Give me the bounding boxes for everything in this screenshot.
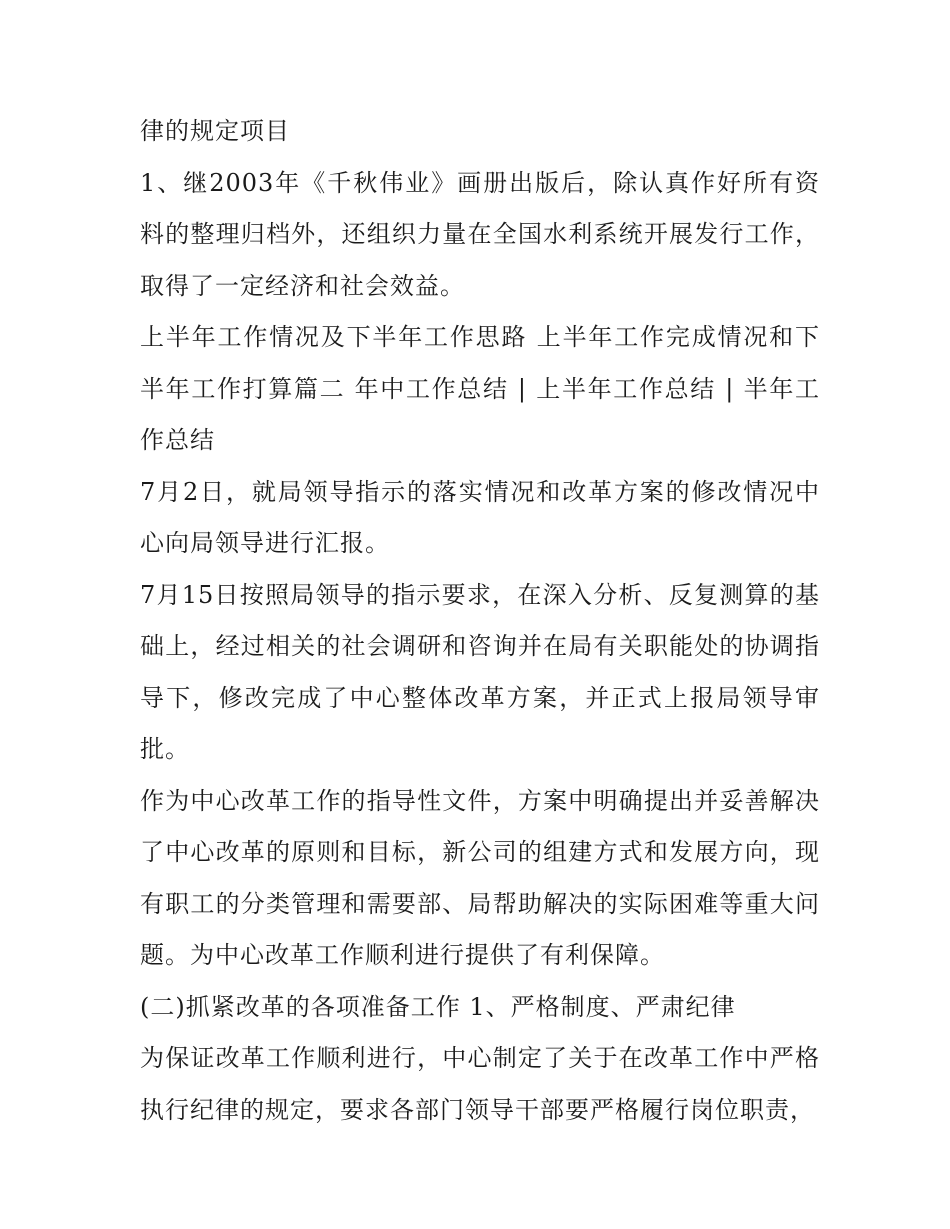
- paragraph-heading-fragment: 律的规定项目: [140, 117, 290, 145]
- paragraph-subsection-heading: (二)抓紧改革的各项准备工作 1、严格制度、严肃纪律: [140, 992, 736, 1021]
- paragraph-july-15: 7月15日按照局领导的指示要求，在深入分析、反复测算的基础上，经过相关的社会调研和咨询并在局有关职能处的协调指导下，修改完成了中心整体改革方案，并正式上报局领导审批。: [140, 580, 820, 763]
- paragraph-discipline: 为保证改革工作顺利进行，中心制定了关于在改革工作中严格执行纪律的规定，要求各部门领导干部要严格履行岗位职责，: [140, 1044, 820, 1124]
- paragraph-item-1: 1、继2003年《千秋伟业》画册出版后，除认真作好所有资料的整理归档外，还组织力量在全国水利系统开展发行工作，取得了一定经济和社会效益。: [140, 168, 820, 300]
- paragraph-july-2: 7月2日，就局领导指示的落实情况和改革方案的修改情况中心向局领导进行汇报。: [140, 477, 820, 557]
- paragraph-reform-plan: 作为中心改革工作的指导性文件，方案中明确提出并妥善解决了中心改革的原则和目标，新公司的组建方式和发展方向，现有职工的分类管理和需要部、局帮助解决的实际困难等重大问题。为中心改革工作顺利进行提供了有利保障。: [140, 786, 820, 969]
- document-body: [140, 106, 820, 1136]
- paragraph-section-title: 上半年工作情况及下半年工作思路 上半年工作完成情况和下半年工作打算篇二 年中工作总结 | 上半年工作总结 | 半年工作总结: [140, 323, 820, 454]
